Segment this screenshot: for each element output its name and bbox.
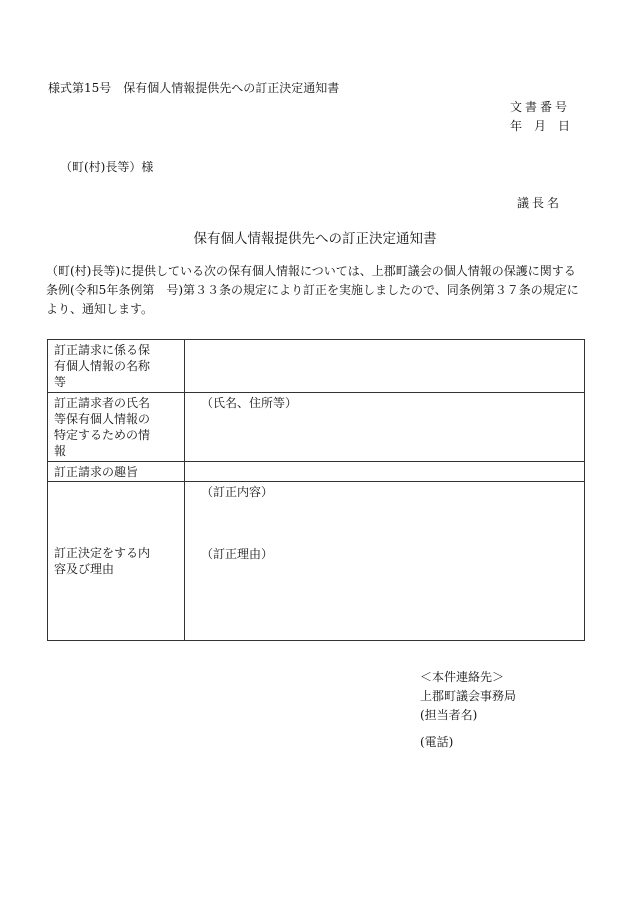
row-value-requester [185,393,585,462]
row-label-decision: 訂正決定をする内 容及び理由 [48,482,185,641]
table-row [48,340,585,393]
notice-body: （町(村)長等)に提供している次の保有個人情報については、上郡町議会の個人情報の保護に関する 条例(令和5年条例第 号)第３３条の規定により訂正を実施しましたので、同条例第３７条の規定に より、通知します。 [46,264,579,316]
contact-office: 上郡町議会事務局 [420,689,517,703]
document-date-label: 年 月 日 [509,119,570,133]
row-label-requester: 訂正請求者の氏名 等保有個人情報の 特定するための情 報 [48,393,185,462]
table-row [48,482,585,641]
requester-note: （氏名、住所等） [201,396,298,410]
contact-block [420,668,516,752]
correction-reason-note: （訂正理由） [201,547,274,561]
document-number-label: 文書番号 [509,100,570,114]
correction-info-table [47,339,585,641]
spacer [191,500,578,546]
contact-phone: (電話) [420,735,454,749]
table-row [48,462,585,482]
document-title: 保有個人情報提供先への訂正決定通知書 [193,231,437,247]
addressee: （町(村)長等）様 [60,160,154,174]
sender-name: 議長名 [516,196,562,210]
row-label-info-name: 訂正請求に係る保 有個人情報の名称 等 [48,340,185,393]
row-label-purpose: 訂正請求の趣旨 [48,462,185,482]
correction-content-note: （訂正内容） [201,485,274,499]
table-row [48,393,585,462]
form-label: 様式第15号 保有個人情報提供先への訂正決定通知書 [48,81,340,95]
row-value-info-name [185,340,585,393]
row-value-purpose [185,462,585,482]
contact-person: (担当者名) [420,708,478,722]
contact-heading: ＜本件連絡先＞ [420,670,505,684]
row-value-decision [185,482,585,641]
